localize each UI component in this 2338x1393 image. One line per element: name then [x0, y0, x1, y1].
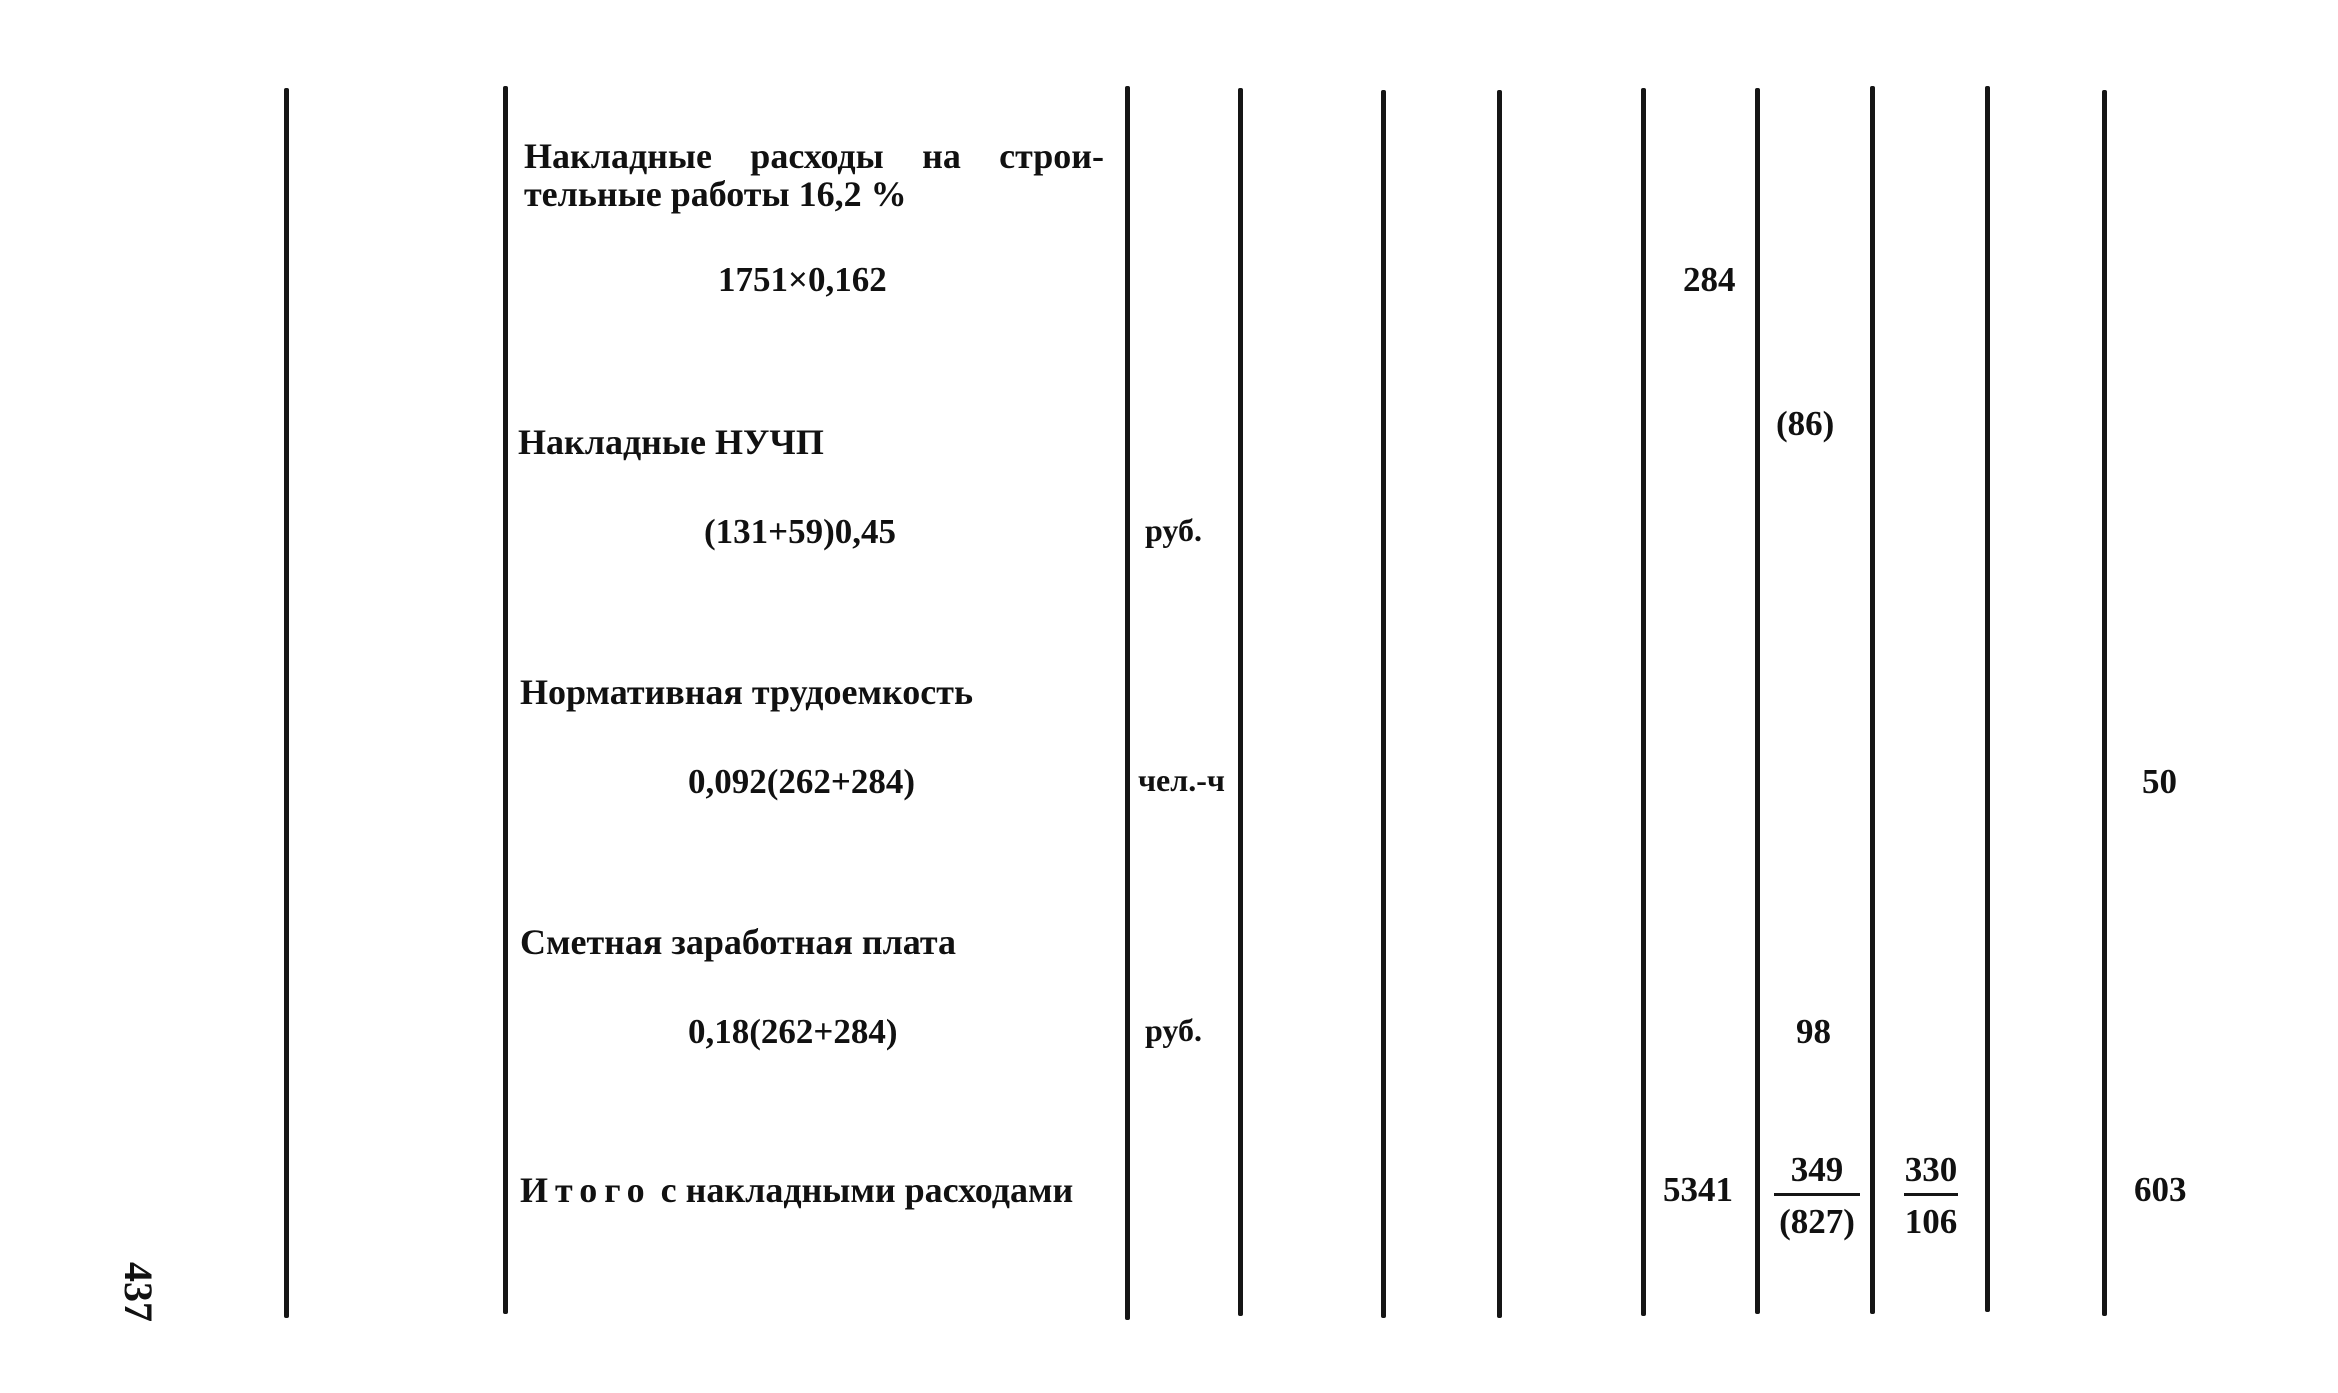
total-machine-top: 330: [1904, 1150, 1958, 1189]
total-rest: с накладными расходами: [660, 1170, 1074, 1210]
total-cost-value: 5341: [1663, 1170, 1733, 1209]
column-rule-2: [503, 86, 508, 1314]
nuchp-wage-value: (86): [1776, 404, 1835, 443]
overhead-description-line1: Накладные расходы на строи-: [524, 136, 1104, 176]
column-rule-7: [1641, 88, 1646, 1316]
column-rule-9: [1870, 86, 1875, 1314]
fraction-bar: [1904, 1193, 1958, 1196]
total-labor-value: 603: [2134, 1170, 2187, 1209]
column-rule-5: [1381, 90, 1386, 1318]
overhead-formula: 1751×0,162: [718, 260, 887, 299]
labor-intensity-formula: 0,092(262+284): [688, 762, 916, 801]
labor-intensity-unit: чел.-ч: [1138, 762, 1225, 798]
column-rule-11: [2102, 90, 2107, 1316]
total-wage-top: 349: [1790, 1150, 1844, 1189]
page-number: 437: [116, 1262, 161, 1322]
nuchp-formula: (131+59)0,45: [704, 512, 897, 551]
labor-intensity-description: Нормативная трудоемкость: [520, 672, 973, 712]
column-rule-6: [1497, 90, 1502, 1318]
nuchp-unit: руб.: [1145, 512, 1202, 548]
column-rule-8: [1755, 88, 1760, 1314]
column-rule-1: [284, 88, 289, 1318]
estimated-wage-formula: 0,18(262+284): [688, 1012, 898, 1051]
estimated-wage-value: 98: [1796, 1012, 1831, 1051]
overhead-cost-value: 284: [1683, 260, 1736, 299]
column-rule-10: [1985, 86, 1990, 1312]
column-rule-4: [1238, 88, 1243, 1316]
column-rule-3: [1125, 86, 1130, 1320]
labor-intensity-value: 50: [2142, 762, 2177, 801]
total-machine-bottom: 106: [1904, 1202, 1958, 1241]
overhead-description-line2: тельные работы 16,2 %: [524, 174, 907, 214]
fraction-bar: [1774, 1193, 1860, 1196]
nuchp-description: Накладные НУЧП: [518, 422, 824, 462]
total-description: [520, 1172, 1073, 1208]
total-wage-bottom: (827): [1779, 1202, 1855, 1241]
total-prefix: Итого: [520, 1170, 652, 1210]
total-machine-fraction: [1904, 1152, 1958, 1239]
estimated-wage-unit: руб.: [1145, 1012, 1202, 1048]
total-wage-fraction: [1774, 1152, 1860, 1239]
estimated-wage-description: Сметная заработная плата: [520, 922, 956, 962]
